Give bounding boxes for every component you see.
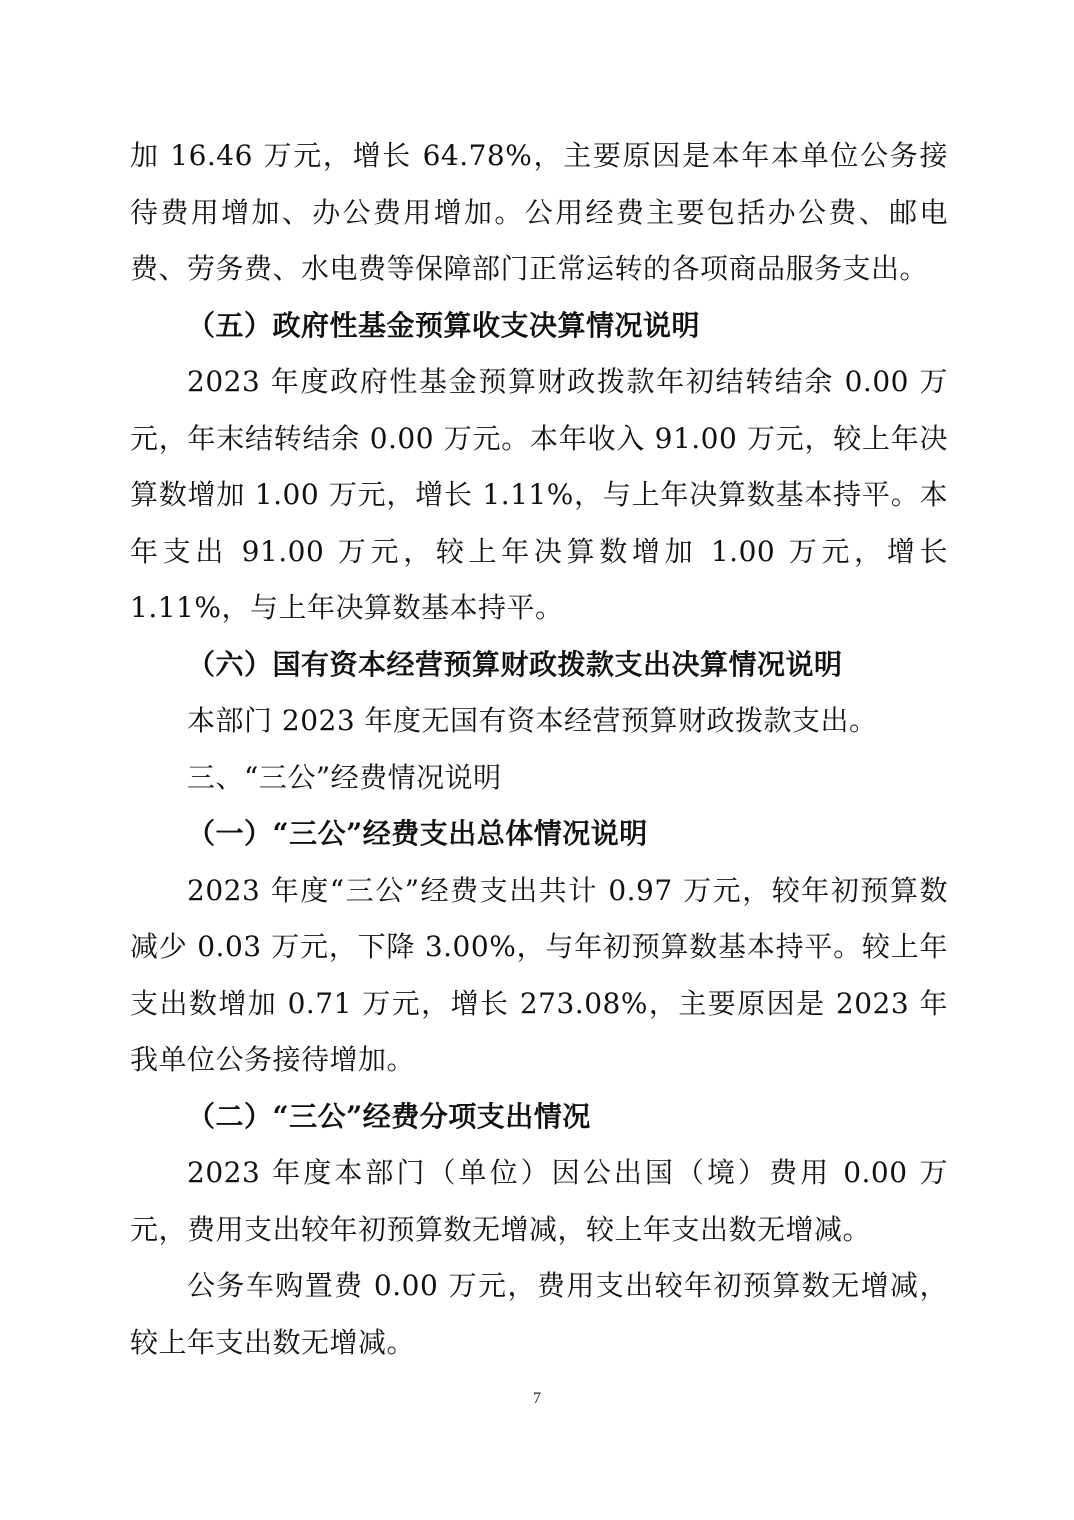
paragraph-state-capital-budget: 本部门 2023 年度无国有资本经营预算财政拨款支出。 (187, 704, 878, 737)
paragraph-three-public-total: 2023 年度“三公”经费支出共计 0.97 万元，较年初预算数减少 0.03 万元，下降 3.00%，与年初预算数基本持平。较上年支出数增加 0.71 万元，增长 273.08%，主要原因是 2023 年我单位公务接待增加。 (130, 873, 948, 1076)
heading-state-capital-budget: （六）国有资本经营预算财政拨款支出决算情况说明 (187, 647, 843, 681)
heading-three-public-total: （一）“三公”经费支出总体情况说明 (187, 817, 648, 850)
page-number: 7 (533, 1390, 541, 1407)
paragraph-overseas-travel-expense: 2023 年度本部门（单位）因公出国（境）费用 0.00 万元，费用支出较年初预算数无增减，较上年支出数无增减。 (130, 1156, 948, 1246)
document-body (130, 128, 948, 1371)
paragraph-public-expense-continuation: 加 16.46 万元，增长 64.78%，主要原因是本年本单位公务接待费用增加、办公费用增加。公用经费主要包括办公费、邮电费、劳务费、水电费等保障部门正常运转的各项商品服务支出。 (130, 139, 948, 285)
heading-three-public-itemized: （二）“三公”经费分项支出情况 (187, 1099, 591, 1133)
paragraph-government-fund-budget: 2023 年度政府性基金预算财政拨款年初结转结余 0.00 万元，年末结转结余 0.00 万元。本年收入 91.00 万元，较上年决算数增加 1.00 万元，增长 1.11%，与上年决算数基本持平。本年支出 91.00 万元，较上年决算数增加 1.00 万元，增长 1.11%，与上年决算数基本持平。 (130, 365, 948, 624)
section-three-public-expenses: 三、“三公”经费情况说明 (187, 760, 502, 794)
paragraph-vehicle-purchase-expense: 公务车购置费 0.00 万元，费用支出较年初预算数无增减，较上年支出数无增减。 (130, 1269, 948, 1359)
heading-government-fund-budget: （五）政府性基金预算收支决算情况说明 (187, 308, 701, 342)
